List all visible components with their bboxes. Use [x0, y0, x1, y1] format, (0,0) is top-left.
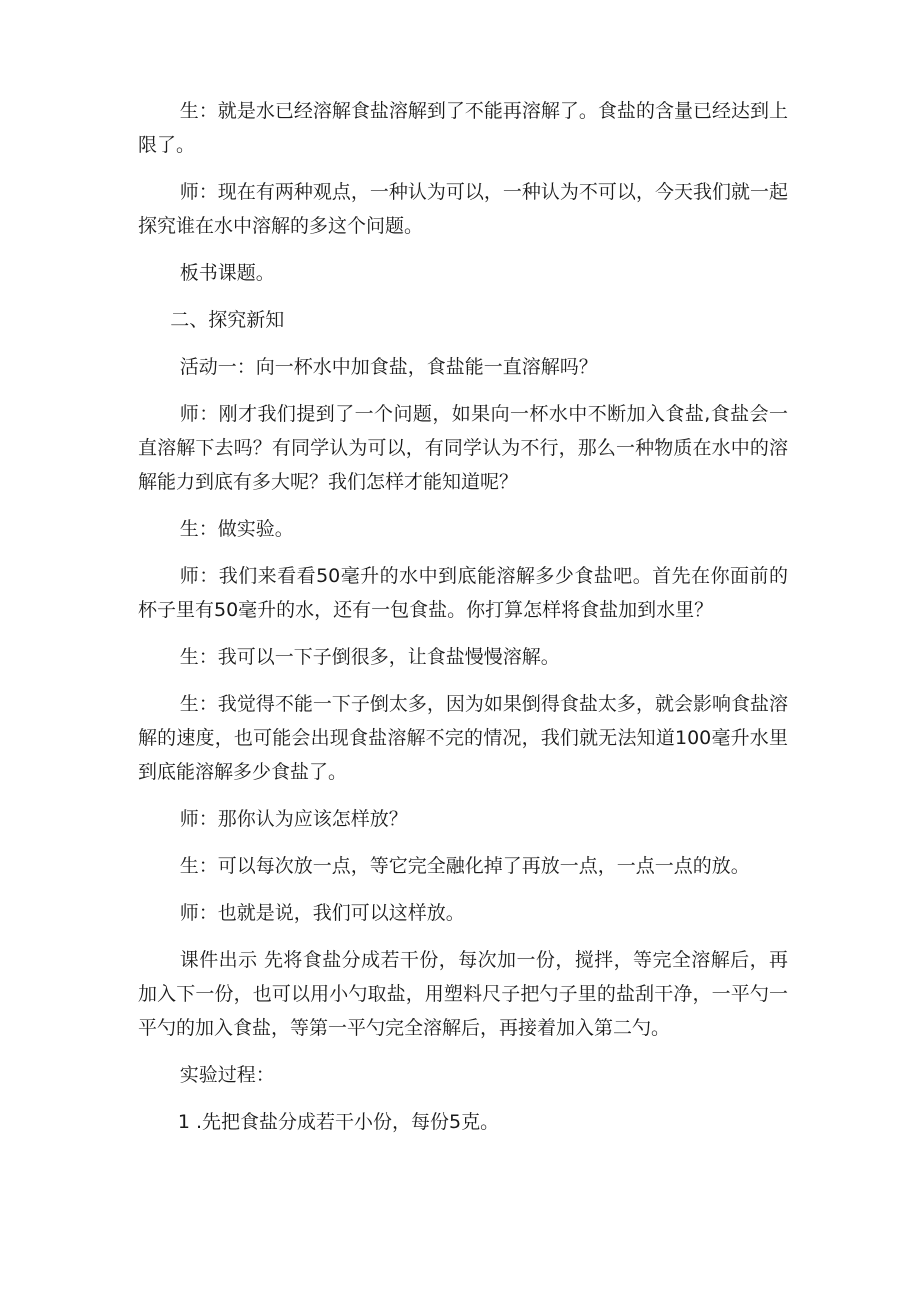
paragraph-courseware: 课件出示 先将食盐分成若干份，每次加一份，搅拌，等完全溶解后，再加入下一份，也可以用小勺取盐，用塑料尺子把勺子里的盐刮干净，一平勺一平勺的加入食盐，等第一平勺完全溶解后，再接着加入第二勺。	[138, 949, 788, 1039]
experiment-process-heading: 实验过程：	[179, 1064, 275, 1086]
paragraph-student-4: 生：我觉得不能一下子倒太多，因为如果倒得食盐太多，就会影响食盐溶解的速度，也可能会出现食盐溶解不完的情况，我们就无法知道100毫升水里到底能溶解多少食盐了。	[138, 693, 788, 783]
paragraph-student-2: 生：做实验。	[179, 518, 294, 540]
section-heading: 二、探究新知	[170, 309, 285, 331]
paragraph-teacher-2: 师：刚才我们提到了一个问题，如果向一杯水中不断加入食盐,食盐会一直溶解下去吗？有同学认为可以，有同学认为不行，那么一种物质在水中的溶解能力到底有多大呢？我们怎样才能知道呢？	[138, 403, 788, 493]
paragraph-student-answer-1: 生：就是水已经溶解食盐溶解到了不能再溶解了。食盐的含量已经达到上限了。	[138, 100, 788, 156]
paragraph-teacher-4: 师：那你认为应该怎样放？	[179, 808, 408, 830]
activity-title: 活动一：向一杯水中加食盐，食盐能一直溶解吗？	[179, 356, 598, 378]
paragraph-teacher-1: 师：现在有两种观点，一种认为可以，一种认为不可以，今天我们就一起探究谁在水中溶解的多这个问题。	[138, 181, 788, 237]
paragraph-student-3: 生：我可以一下子倒很多，让食盐慢慢溶解。	[179, 646, 560, 668]
paragraph-blackboard-title: 板书课题。	[179, 262, 275, 284]
paragraph-teacher-3: 师：我们来看看50毫升的水中到底能溶解多少食盐吧。首先在你面前的杯子里有50毫升的水，还有一包食盐。你打算怎样将食盐加到水里？	[138, 565, 788, 621]
document-body	[138, 94, 788, 1152]
experiment-step-1: 1 .先把食盐分成若干小份，每份5克。	[177, 1111, 500, 1133]
paragraph-student-5: 生：可以每次放一点，等它完全融化掉了再放一点，一点一点的放。	[179, 855, 750, 877]
paragraph-teacher-5: 师：也就是说，我们可以这样放。	[179, 902, 465, 924]
